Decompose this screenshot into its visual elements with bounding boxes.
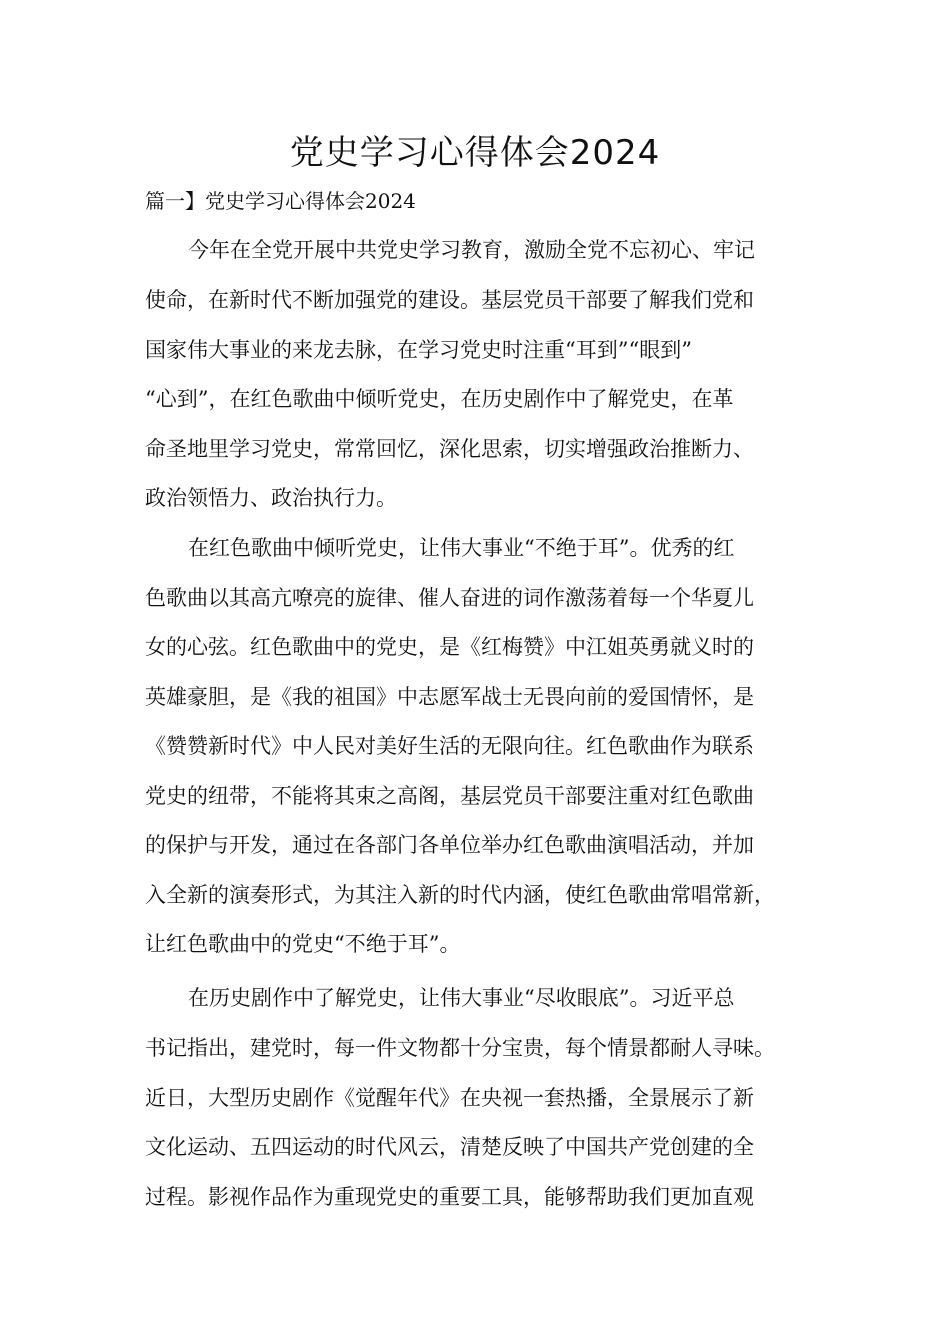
paragraph-3-line-3: 近日，大型历史剧作《觉醒年代》在央视一套热播，全景展示了新	[145, 1086, 754, 1110]
paragraph-3-line-4: 文化运动、五四运动的时代风云，清楚反映了中国共产党创建的全	[145, 1135, 754, 1159]
paragraph-1-line-6: 政治领悟力、政治执行力。	[145, 486, 397, 510]
paragraph-2-line-6: 党史的纽带，不能将其束之高阁，基层党员干部要注重对红色歌曲	[145, 784, 754, 808]
paragraph-2-line-9: 让红色歌曲中的党史“不绝于耳”。	[145, 932, 461, 956]
paragraph-1-line-2: 使命，在新时代不断加强党的建设。基层党员干部要了解我们党和	[145, 288, 754, 312]
paragraph-2-line-4: 英雄豪胆，是《我的祖国》中志愿军战士无畏向前的爱国情怀，是	[145, 685, 754, 709]
paragraph-1-line-4: “心到”，在红色歌曲中倾听党史，在历史剧作中了解党史，在革	[145, 387, 734, 411]
paragraph-2-line-5: 《赞赞新时代》中人民对美好生活的无限向往。红色歌曲作为联系	[145, 734, 754, 758]
paragraph-1-line-3: 国家伟大事业的来龙去脉，在学习党史时注重“耳到”“眼到”	[145, 338, 692, 362]
paragraph-1-line-5: 命圣地里学习党史，常常回忆，深化思索，切实增强政治推断力、	[145, 437, 754, 461]
paragraph-2-line-7: 的保护与开发，通过在各部门各单位举办红色歌曲演唱活动，并加	[145, 833, 754, 857]
paragraph-3-line-5: 过程。影视作品作为重现党史的重要工具，能够帮助我们更加直观	[145, 1185, 754, 1209]
paragraph-2-line-8: 入全新的演奏形式，为其注入新的时代内涵，使红色歌曲常唱常新，	[145, 883, 775, 907]
paragraph-1-line-1: 今年在全党开展中共党史学习教育，激励全党不忘初心、牢记	[188, 238, 755, 262]
paragraph-2-line-3: 女的心弦。红色歌曲中的党史，是《红梅赞》中江姐英勇就义时的	[145, 635, 754, 659]
paragraph-3-line-1: 在历史剧作中了解党史，让伟大事业“尽收眼底”。习近平总	[188, 986, 735, 1010]
paragraph-2-line-2: 色歌曲以其高亢嘹亮的旋律、催人奋进的词作激荡着每一个华夏儿	[145, 586, 754, 610]
document-title: 党史学习心得体会2024	[289, 133, 661, 173]
paragraph-2-line-1: 在红色歌曲中倾听党史，让伟大事业“不绝于耳”。优秀的红	[188, 536, 735, 560]
paragraph-3-line-2: 书记指出，建党时，每一件文物都十分宝贵，每个情景都耐人寻味。	[145, 1036, 775, 1060]
section-heading: 篇一】党史学习心得体会2024	[145, 189, 416, 213]
